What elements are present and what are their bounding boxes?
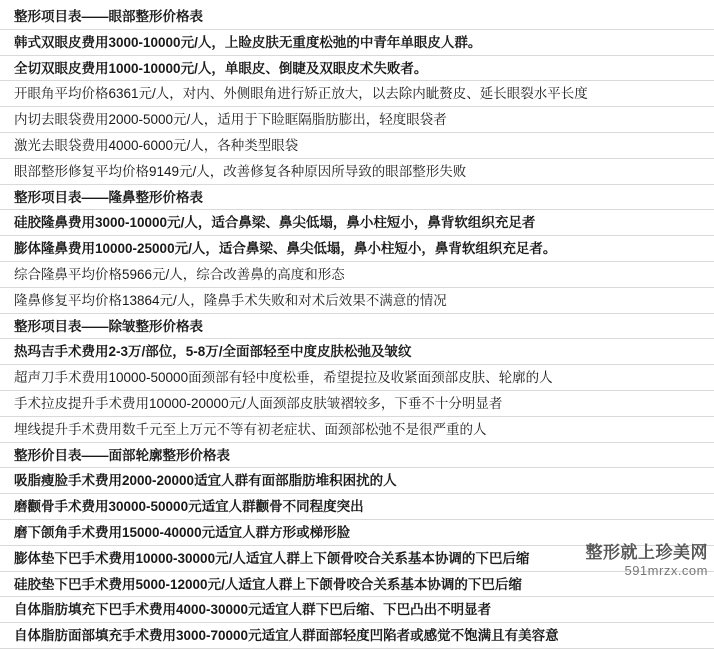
price-item-row: 综合隆鼻平均价格5966元/人，综合改善鼻的高度和形态 [0, 262, 714, 288]
price-item-row: 自体脂肪填充下巴手术费用4000-30000元适宜人群下巴后缩、下巴凸出不明显者 [0, 597, 714, 623]
section-heading-row: 整形项目表——除皱整形价格表 [0, 314, 714, 340]
price-item-row: 开眼角平均价格6361元/人，对内、外侧眼角进行矫正放大，以去除内眦赘皮、延长眼裂水平长度 [0, 81, 714, 107]
watermark-url-text: 591mrzx.com [624, 563, 708, 578]
price-item-row: 眼部整形修复平均价格9149元/人，改善修复各种原因所导致的眼部整形失败 [0, 159, 714, 185]
price-item-row: 磨下颌角手术费用15000-40000元适宜人群方形或梯形脸 [0, 520, 714, 546]
section-heading-row: 整形价目表——面部轮廓整形价格表 [0, 443, 714, 469]
price-item-row: 埋线提升手术费用数千元至上万元不等有初老症状、面颈部松弛不是很严重的人 [0, 417, 714, 443]
price-item-row: 激光去眼袋费用4000-6000元/人，各种类型眼袋 [0, 133, 714, 159]
price-item-row: 硅胶隆鼻费用3000-10000元/人，适合鼻梁、鼻尖低塌，鼻小柱短小，鼻背软组织充足者 [0, 210, 714, 236]
price-item-row: 隆鼻修复平均价格13864元/人，隆鼻手术失败和对术后效果不满意的情况 [0, 288, 714, 314]
price-item-row: 吸脂瘦脸手术费用2000-20000适宜人群有面部脂肪堆积困扰的人 [0, 468, 714, 494]
price-item-row: 手术拉皮提升手术费用10000-20000元/人面颈部皮肤皱褶较多，下垂不十分明显者 [0, 391, 714, 417]
price-item-row: 韩式双眼皮费用3000-10000元/人，上睑皮肤无重度松弛的中青年单眼皮人群。 [0, 30, 714, 56]
price-item-row: 自体脂肪面部填充手术费用3000-70000元适宜人群面部轻度凹陷者或感觉不饱满且有美容意 [0, 623, 714, 649]
price-item-row: 硅胶垫下巴手术费用5000-12000元/人适宜人群上下颌骨咬合关系基本协调的下巴后缩 [0, 572, 714, 598]
section-heading-row: 整形项目表——隆鼻整形价格表 [0, 185, 714, 211]
price-item-row: 超声刀手术费用10000-50000面颈部有轻中度松垂，希望提拉及收紧面颈部皮肤、轮廓的人 [0, 365, 714, 391]
price-item-row: 膨体隆鼻费用10000-25000元/人，适合鼻梁、鼻尖低塌，鼻小柱短小，鼻背软组织充足者。 [0, 236, 714, 262]
section-heading-row: 整形项目表——眼部整形价格表 [0, 4, 714, 30]
price-item-row: 热玛吉手术费用2-3万/部位，5-8万/全面部轻至中度皮肤松弛及皱纹 [0, 339, 714, 365]
price-item-row: 全切双眼皮费用1000-10000元/人，单眼皮、倒睫及双眼皮术失败者。 [0, 56, 714, 82]
price-item-row: 磨颧骨手术费用30000-50000元适宜人群颧骨不同程度突出 [0, 494, 714, 520]
price-item-row: 膨体垫下巴手术费用10000-30000元/人适宜人群上下颌骨咬合关系基本协调的下巴后缩 [0, 546, 714, 572]
price-item-row: 内切去眼袋费用2000-5000元/人，适用于下睑眶隔脂肪膨出，轻度眼袋者 [0, 107, 714, 133]
watermark-main-text: 整形就上珍美网 [585, 543, 708, 562]
price-list-rows [0, 4, 714, 649]
